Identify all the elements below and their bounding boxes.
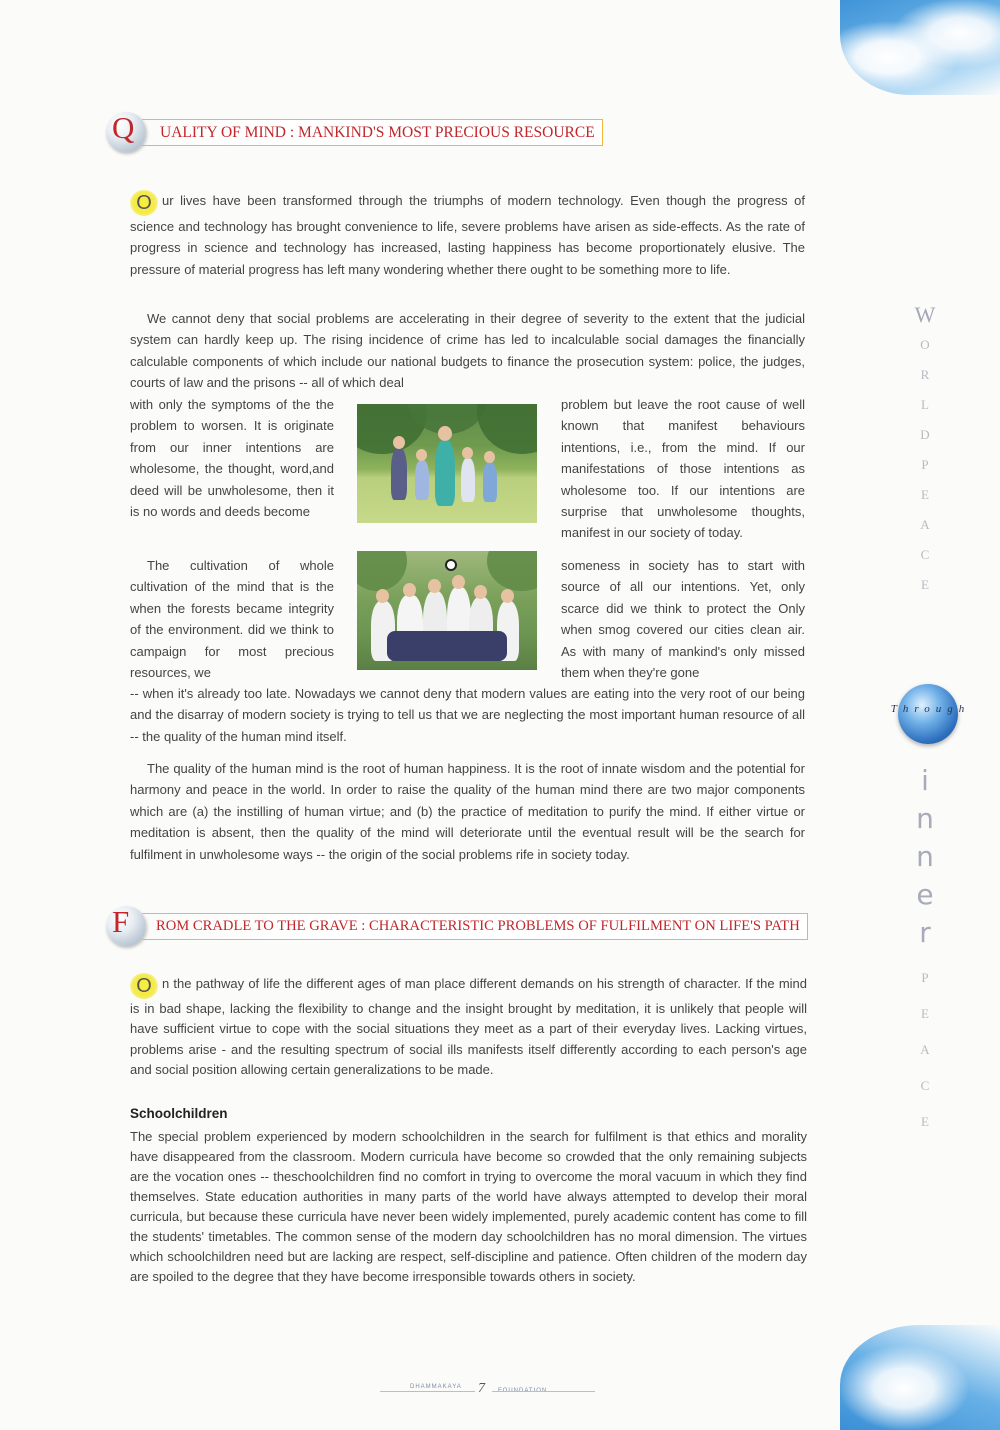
subheading-schoolchildren: Schoolchildren: [130, 1106, 228, 1121]
sky-corner-bottom: [840, 1325, 1000, 1430]
paragraph-quality-root: The quality of the human mind is the root of human happiness. It is the root of innate wisdom and the potential for harmony and peace in the world. In order to raise the quality of the human mind there are two major components which are (a) the instilling of human virtue; and (b) the practice of meditation to purify the mind. If either virtue or meditation is absent, then the quality of the mind will deteriorate until the eventual result will be the search for fulfilment in unwholesome ways -- the origin of the social problems rife in society today.: [130, 761, 805, 862]
column-right-2: someness in society has to start with source of all our intentions. Yet, only scarce did we think to protect the Only when smog covered our cities clean air. As with many of mankind's only missed them when they're gone: [561, 558, 805, 681]
sidebar-letter: A: [920, 1042, 930, 1057]
column-right-1: problem but leave the root cause of well known that manifest behaviours intentions, i.e., from the mind. If our manifestations of those intentions as wholesome too. If our intentions are surprise that unwholesome thoughts, manifest in our society of today.: [561, 397, 805, 541]
sidebar-letter: e: [916, 878, 934, 911]
paragraph-schoolchildren: The special problem experienced by modern schoolchildren in the search for fulfilment is that ethics and morality have disappeared from the classroom. Modern curricula have become so crowded that the only remaining subjects are the vocation ones -- theschoolchildren find no comfort in trying to overcome the moral vacuum in which they find themselves. State education authorities in many parts of the world have always attempted to develop their moral curricula, but because these curricula have never been widely implemented, purely academic content has come to fill the students' timetables. The common sense of the modern day schoolchildren has no moral dimension. The virtues which schoolchildren need but are lacking are respect, self-discipline and patience. Often children of the modern day are spoiled to the degree that they have become irresponsible towards others in society.: [130, 1129, 807, 1284]
sky-corner-top: [840, 0, 1000, 95]
sidebar-letter: W: [914, 302, 936, 327]
sidebar-letter: C: [920, 1078, 930, 1093]
paragraph-social-outro: -- when it's already too late. Nowadays we cannot deny that modern values are eating into the very root of our being and the disarray of modern society is trying to tell us that we are neglecting the most important human resource of all -- the quality of the human mind itself.: [130, 686, 805, 744]
sidebar-through: Through: [890, 703, 971, 715]
sidebar-letter: i: [921, 764, 929, 797]
heading-title: UALITY OF MIND : MANKIND'S MOST PRECIOUS RESOURCE: [142, 119, 603, 146]
sidebar-peace: [905, 960, 945, 1140]
drop-cap: O: [130, 973, 158, 999]
sidebar-letter: A: [920, 517, 930, 532]
sidebar-world-peace: [905, 300, 945, 600]
sidebar-letter: C: [920, 547, 930, 562]
heading-initial: Q: [112, 110, 135, 145]
sidebar-inner: [905, 762, 945, 952]
page-footer: [380, 1381, 595, 1398]
sidebar-letter: E: [921, 577, 929, 592]
sidebar-letter: L: [921, 397, 929, 412]
heading-initial: F: [112, 904, 130, 939]
sidebar-letter: r: [919, 916, 931, 949]
footer-rule-right: [492, 1391, 595, 1392]
sidebar-letter: n: [916, 840, 934, 873]
sidebar-letter: E: [921, 487, 929, 502]
photo-children-group: [357, 551, 537, 670]
drop-cap: O: [130, 190, 158, 216]
heading-title: ROM CRADLE TO THE GRAVE : CHARACTERISTIC PROBLEMS OF FULFILMENT ON LIFE'S PATH: [142, 913, 808, 940]
sidebar-letter: P: [921, 970, 929, 985]
column-left-2: The cultivation of whole cultivation of the mind that is the when the forests became integrity of the environment. did we think to campaign for most precious resources, we: [130, 558, 334, 681]
paragraph-social-intro: We cannot deny that social problems are accelerating in their degree of severity to the extent that the judicial system can hardly keep up. The rising incidence of crime has led to incalculable social damages the financially calculable components of which include our national budgets to finance the prosecution system: police, the judges, courts of law and the prisons -- all of which deal: [130, 311, 805, 391]
sidebar-letter: n: [916, 802, 934, 835]
paragraph-pathway: O n the pathway of life the different ages of man place different demands on his strength of character. If the mind is in bad shape, lacking the flexibility to change and the insight brought by meditation, it is unlikely that people will have sufficient virtue to cope with the social situations they meet as a part of their everyday lives. Lacking virtues, problems arise - and the resulting spectrum of social ills manifests itself differently according to each person's age and social position allowing certain generalizations to be made.: [130, 975, 807, 1078]
sidebar-letter: E: [921, 1114, 929, 1129]
sidebar-letter: P: [921, 457, 929, 472]
paragraph-intro: O ur lives have been transformed through the triumphs of modern technology. Even though the progress of science and technology has brought convenience to life, severe problems have arisen as side-effects. As the rate of progress in science and technology has increased, lasting happiness has become proportionately elusive. The pressure of material progress has left many wondering whether there ought to be something more to life.: [130, 192, 805, 277]
sidebar-letter: R: [920, 367, 930, 382]
sidebar-letter: E: [921, 1006, 929, 1021]
column-left-1: with only the symptoms of the the problem to worsen. It is originate from our inner intentions are wholesome, the thought, word,and deed will be unwholesome, then it is no words and deeds become: [130, 397, 334, 520]
sidebar-letter: D: [920, 427, 930, 442]
footer-label-left: DHAMMAKAYA: [410, 1384, 462, 1390]
sidebar-letter: O: [920, 337, 930, 352]
photo-teacher-children: [357, 404, 537, 523]
footer-rule-left: [380, 1391, 475, 1392]
page-number: 7: [478, 1381, 485, 1396]
